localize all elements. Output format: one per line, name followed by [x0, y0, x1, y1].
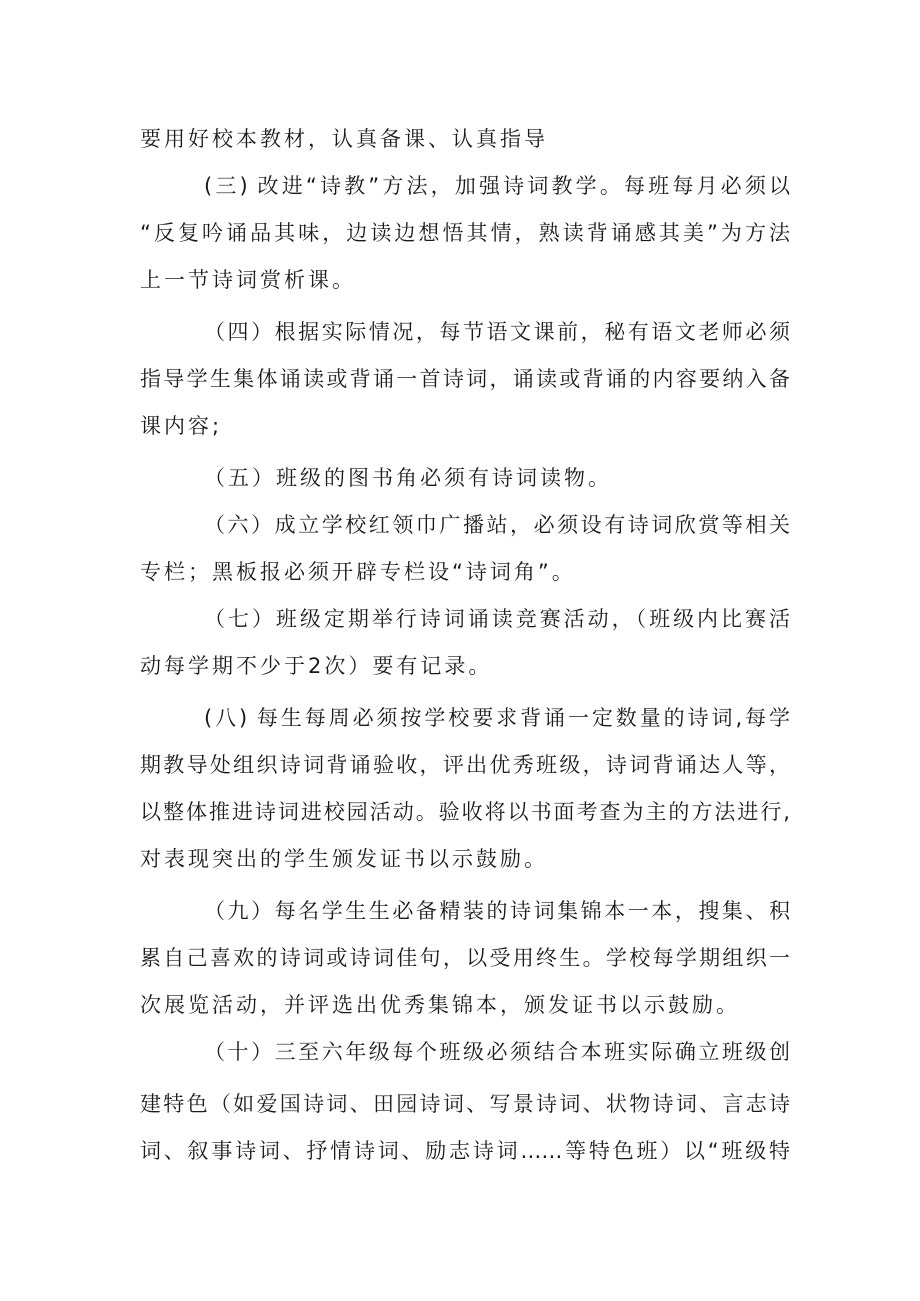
text-line: 课内容; [140, 414, 223, 438]
paragraph-9-start: （九）每名学生生必备精装的诗词集锦本一本，搜集、积 [204, 899, 790, 923]
text-line: 对表现突出的学生颁发证书以示鼓励。 [140, 847, 548, 871]
paragraph-5-start: （五）班级的图书角必须有诗词读物。 [204, 466, 612, 490]
paragraph-7-start: （七）班级定期举行诗词诵读竞赛活动，（班级内比赛活 [204, 607, 790, 631]
paragraph-3-start: (三) 改进“诗教”方法，加强诗词教学。每班每月必须以 [204, 174, 790, 198]
text-line: 词、叙事诗词、抒情诗词、励志诗词……等特色班）以“班级特 [140, 1139, 790, 1163]
text-line: 次展览活动，并评选出优秀集锦本，颁发证书以示鼓励。 [140, 993, 740, 1017]
text-line: 建特色（如爱国诗词、田园诗词、写景诗词、状物诗词、言志诗 [140, 1092, 790, 1116]
text-line: 指导学生集体诵读或背诵一首诗词，诵读或背诵的内容要纳入备 [140, 367, 790, 391]
text-line: 动每学期不少于2次）要有记录。 [140, 654, 493, 678]
text-line: 累自己喜欢的诗词或诗词佳句，以受用终生。学校每学期组织一 [140, 946, 790, 970]
paragraph-10-start: （十）三至六年级每个班级必须结合本班实际确立班级创 [204, 1040, 790, 1064]
text-line: 要用好校本教材，认真备课、认真指导 [140, 127, 548, 151]
text-line: “反复吟诵品其味，边读边想悟其情，熟读背诵感其美”为方法 [140, 221, 790, 245]
paragraph-6-start: （六）成立学校红领巾广播站，必须设有诗词欣赏等相关 [204, 513, 790, 537]
text-line: 专栏；黑板报必须开辟专栏设“诗词角”。 [140, 560, 576, 584]
text-line: 以整体推进诗词进校园活动。验收将以书面考查为主的方法进行, [140, 800, 790, 824]
paragraph-4-start: （四）根据实际情况，每节语文课前，秘有语文老师必须 [204, 320, 790, 344]
paragraph-8-start: (八) 每生每周必须按学校要求背诵一定数量的诗词,每学 [204, 706, 790, 730]
text-line: 期教导处组织诗词背诵验收，评出优秀班级，诗词背诵达人等， [140, 753, 790, 777]
text-line: 上一节诗词赏析课。 [140, 268, 356, 292]
